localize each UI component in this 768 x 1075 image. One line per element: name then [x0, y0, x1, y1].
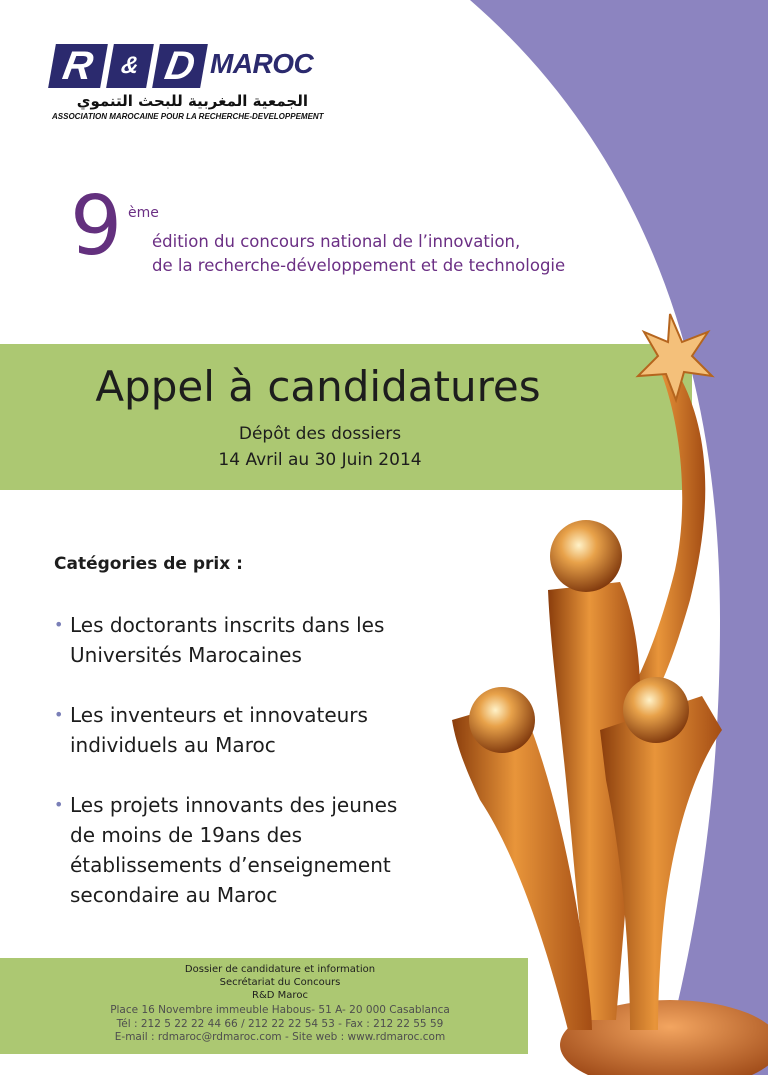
call-title: Appel à candidatures — [95, 362, 541, 411]
bullet-icon: • — [54, 615, 64, 634]
logo-arabic-text: الجمعية المغربية للبحث التنموي — [76, 92, 308, 110]
category-line: Universités Marocaines — [70, 643, 302, 667]
category-line: établissements d’enseignement — [70, 853, 391, 877]
logo-letter-r: R — [48, 44, 108, 88]
footer-address: Place 16 Novembre immeuble Habous- 51 A- 20 000 Casablanca — [110, 1004, 450, 1016]
deposit-dates: 14 Avril au 30 Juin 2014 — [218, 450, 422, 470]
edition-line-1: édition du concours national de l’innovation, — [152, 232, 521, 251]
bullet-icon: • — [54, 795, 64, 814]
rd-maroc-logo — [52, 40, 324, 130]
category-line: secondaire au Maroc — [70, 883, 278, 907]
category-line: Les doctorants inscrits dans les — [70, 613, 385, 637]
deposit-label: Dépôt des dossiers — [238, 424, 402, 444]
footer-dossier: Dossier de candidature et information — [184, 964, 376, 975]
footer-email-site: E-mail : rdmaroc@rdmaroc.com - Site web : www.rdmaroc.com — [114, 1031, 446, 1043]
logo-ampersand: & — [106, 44, 154, 88]
logo-maroc-text: MAROC — [210, 48, 314, 79]
category-line: individuels au Maroc — [70, 733, 276, 757]
logo-subtitle: ASSOCIATION MAROCAINE POUR LA RECHERCHE-DEVELOPPEMENT — [52, 112, 324, 121]
footer-secretariat: Secrétariat du Concours — [219, 977, 341, 988]
category-line: Les inventeurs et innovateurs — [70, 703, 368, 727]
edition-superscript: ème — [128, 205, 159, 221]
footer-org: R&D Maroc — [252, 990, 308, 1001]
category-line: de moins de 19ans des — [70, 823, 303, 847]
footer-phone: Tél : 212 5 22 22 44 66 / 212 22 22 54 53 - Fax : 212 22 55 59 — [116, 1018, 444, 1030]
categories-heading: Catégories de prix : — [54, 554, 243, 574]
bullet-icon: • — [54, 705, 64, 724]
category-line: Les projets innovants des jeunes — [70, 793, 398, 817]
edition-number: 9 — [70, 179, 123, 274]
logo-letter-d: D — [152, 44, 208, 88]
edition-line-2: de la recherche-développement et de technologie — [152, 256, 566, 275]
